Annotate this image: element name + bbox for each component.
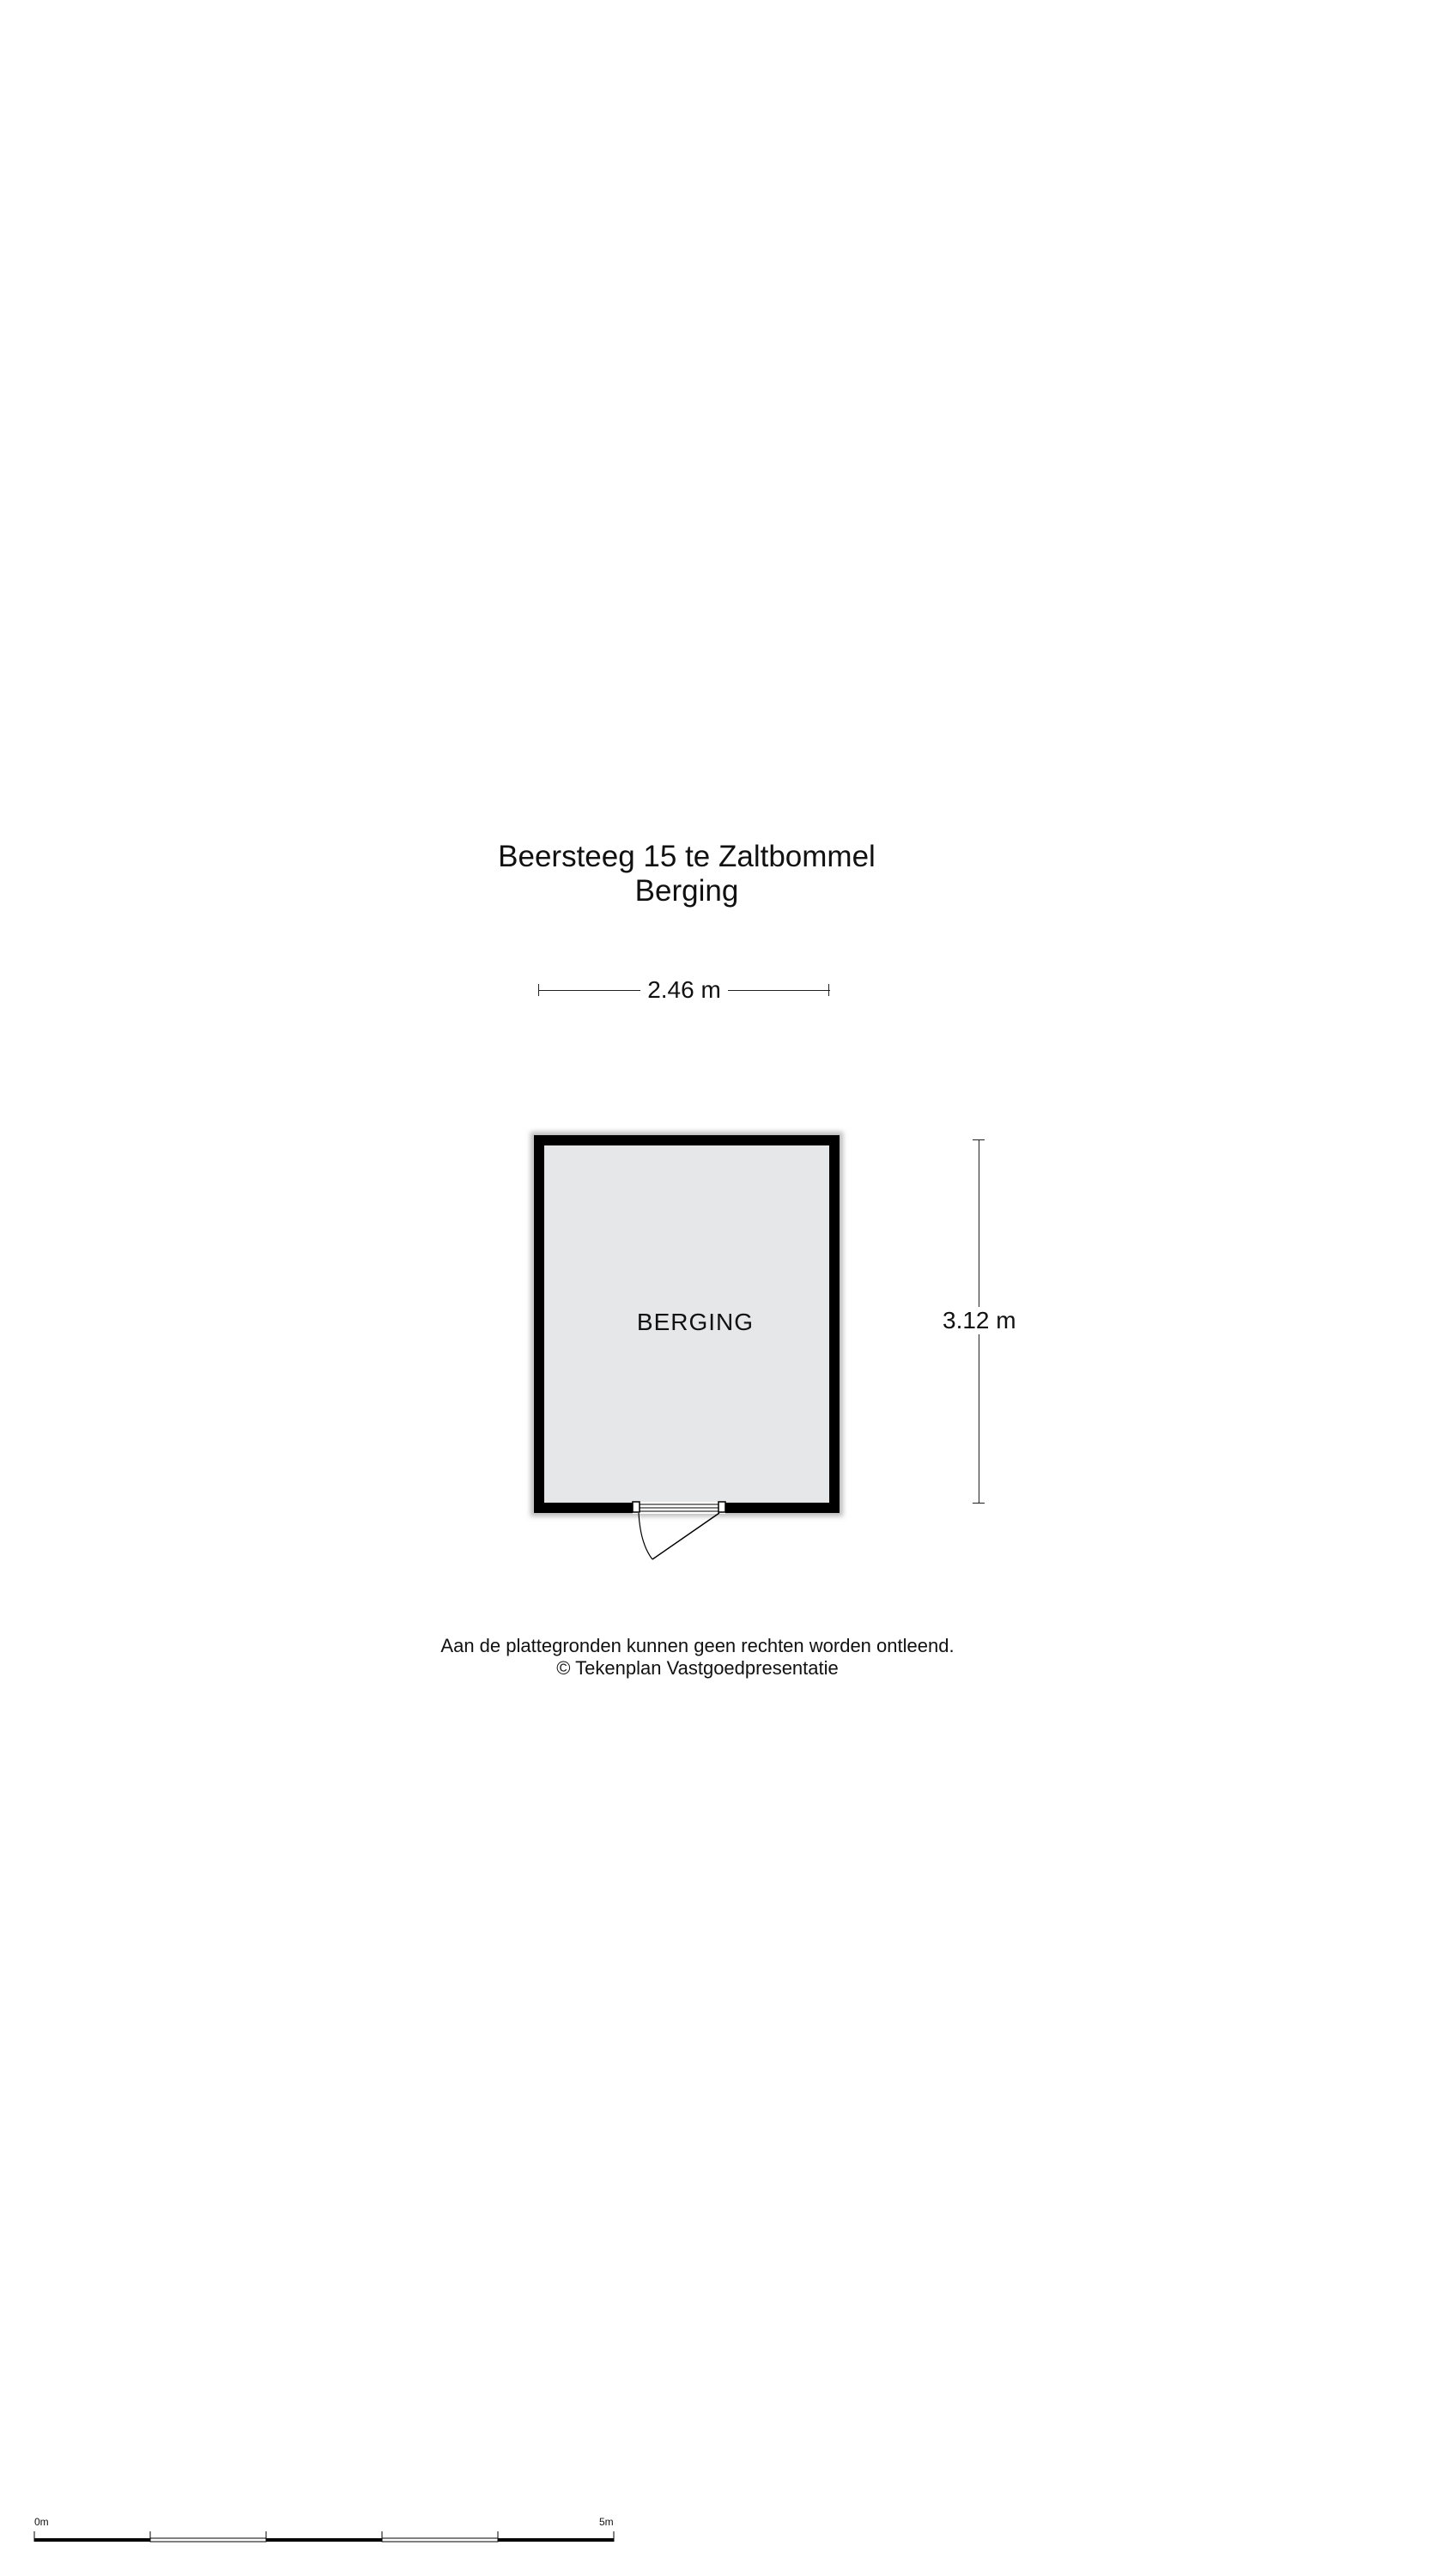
scale-segment-2 <box>150 2538 266 2542</box>
depth-dimension <box>944 1139 1039 1504</box>
copyright-text: © Tekenplan Vastgoedpresentatie <box>556 1657 839 1679</box>
scale-segment-5 <box>498 2538 614 2542</box>
room-label-berging: BERGING <box>636 1309 755 1335</box>
plan-title <box>0 840 1373 908</box>
disclaimer-text: Aan de plattegronden kunnen geen rechten worden ontleend. <box>440 1635 955 1656</box>
width-dimension-label: 2.46 m <box>640 976 728 1003</box>
door-swing-arc <box>639 1513 652 1559</box>
width-dimension <box>538 976 830 1003</box>
scale-bar <box>26 2516 627 2559</box>
door-frame-right <box>718 1502 725 1512</box>
scale-bar-graphic <box>26 2528 627 2562</box>
door-frame-left <box>633 1502 640 1512</box>
address-title: Beersteeg 15 te Zaltbommel <box>498 840 876 873</box>
floor-plan <box>524 1125 850 1571</box>
scale-segment-4 <box>382 2538 498 2542</box>
scale-bar-start-label: 0m <box>34 2516 49 2528</box>
footer-notes <box>0 1635 1395 1680</box>
scale-segment-1 <box>34 2538 150 2542</box>
scale-segment-3 <box>266 2538 382 2542</box>
scale-bar-end-label: 5m <box>599 2516 614 2528</box>
depth-dimension-bottom-tick <box>973 1503 985 1504</box>
door-leaf <box>652 1513 719 1559</box>
depth-dimension-label: 3.12 m <box>943 1307 1016 1334</box>
floor-title: Berging <box>634 874 739 908</box>
